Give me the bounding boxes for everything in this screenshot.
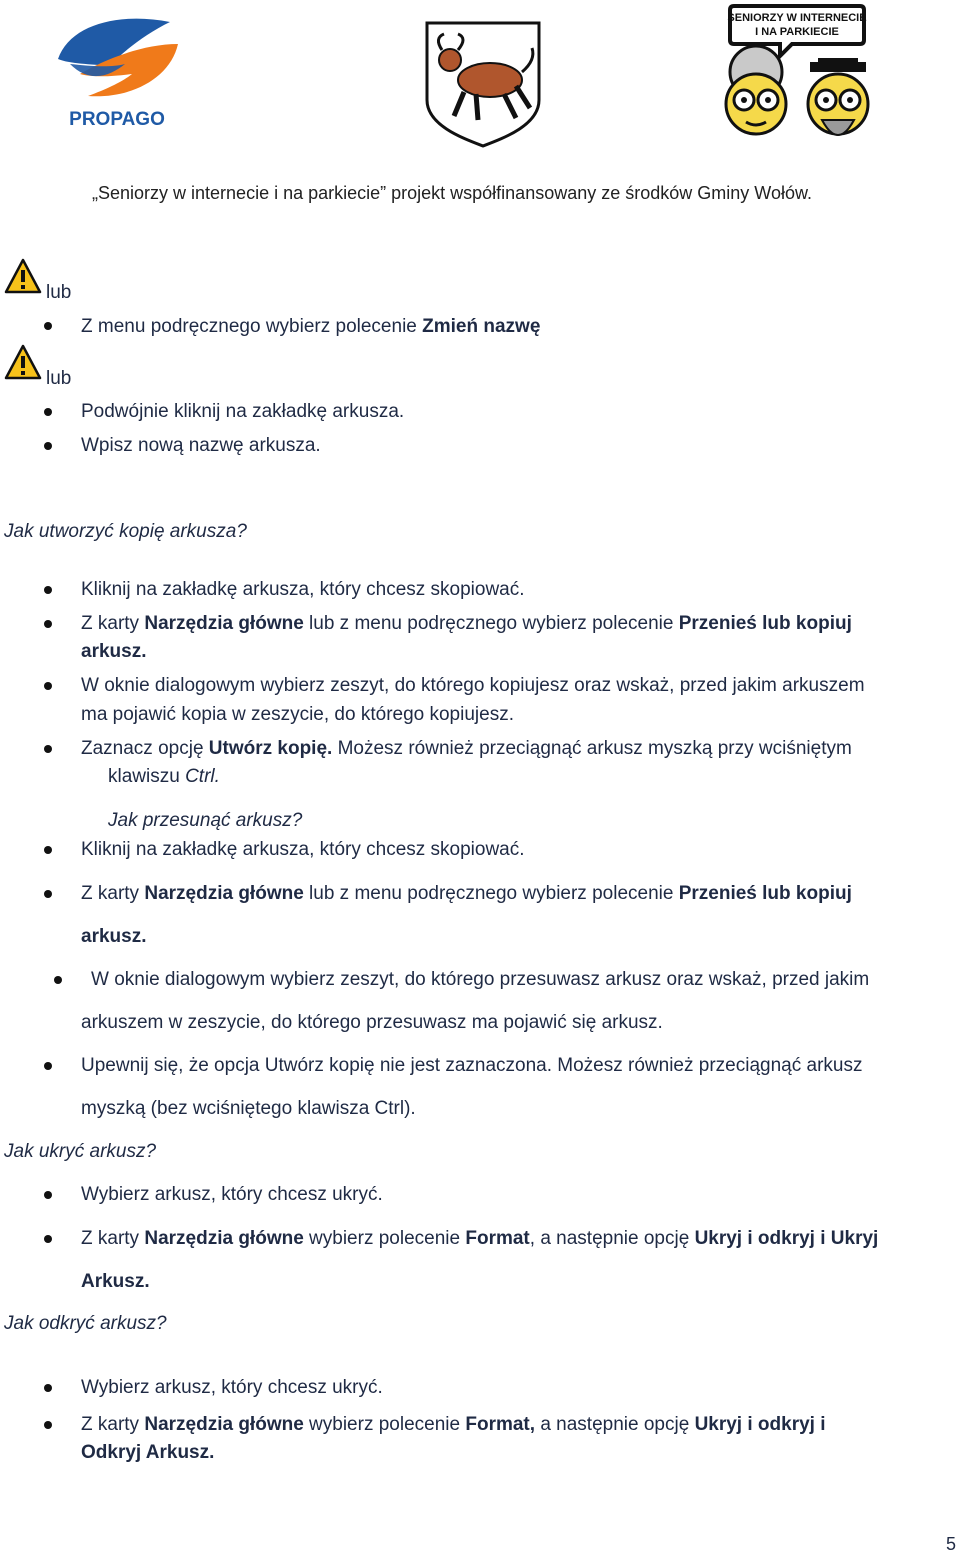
- copy-step-1: Kliknij na zakładkę arkusza, który chcesz skopiować.: [81, 579, 525, 600]
- bullet-dot: [44, 442, 52, 450]
- warning-icon: [4, 258, 42, 294]
- lub-label-1: lub: [46, 282, 72, 303]
- header-tagline: „Seniorzy w internecie i na parkiecie” projekt współfinansowany ze środków Gminy Wołów.: [92, 183, 812, 203]
- bullet-dot: [44, 890, 52, 898]
- hide-step-1: Wybierz arkusz, który chcesz ukryć.: [81, 1184, 383, 1205]
- warning-icon: [4, 344, 42, 380]
- move-step-4-line1: Upewnij się, że opcja Utwórz kopię nie jest zaznaczona. Możesz również przeciągnąć arkusz: [81, 1055, 863, 1076]
- copy-step-2: Z karty Narzędzia główne lub z menu podręcznego wybierz polecenie Przenieś lub kopiuj: [81, 613, 852, 634]
- bullet-dot: [44, 322, 52, 330]
- bullet-dot: [44, 408, 52, 416]
- bullet-dot: [54, 976, 62, 984]
- bullet-dot: [44, 745, 52, 753]
- move-step-3-line2: arkuszem w zeszycie, do którego przesuwasz ma pojawić się arkusz.: [81, 1012, 663, 1033]
- unhide-step-2: Z karty Narzędzia główne wybierz polecenie Format, a następnie opcję Ukryj i odkryj i: [81, 1414, 826, 1435]
- move-step-4-line2: myszką (bez wciśniętego klawisza Ctrl).: [81, 1098, 416, 1119]
- unhide-step-2-cont: Odkryj Arkusz.: [81, 1442, 215, 1463]
- bullet-dot: [44, 1191, 52, 1199]
- propago-logo: [50, 4, 185, 129]
- menu-rename-step: Z menu podręcznego wybierz polecenie Zmień nazwę: [81, 316, 541, 337]
- heading-unhide-sheet: Jak odkryć arkusz?: [4, 1313, 167, 1334]
- bullet-dot: [44, 1235, 52, 1243]
- propago-logo-text: PROPAGO: [69, 109, 165, 129]
- lub-label-2: lub: [46, 368, 72, 389]
- seniors-bubble-line2: I NA PARKIECIE: [755, 26, 839, 38]
- bullet-dot: [44, 846, 52, 854]
- bullet-dot: [44, 1421, 52, 1429]
- seniors-bubble-line1: SENIORZY W INTERNECIE: [727, 12, 867, 24]
- move-step-3-line1: W oknie dialogowym wybierz zeszyt, do którego przesuwasz arkusz oraz wskaż, przed jakim: [91, 969, 870, 990]
- copy-step-2-cont: arkusz.: [81, 641, 147, 662]
- bullet-dot: [44, 1384, 52, 1392]
- move-step-1: Kliknij na zakładkę arkusza, który chcesz skopiować.: [81, 839, 525, 860]
- type-name-step: Wpisz nową nazwę arkusza.: [81, 435, 321, 456]
- move-step-2: Z karty Narzędzia główne lub z menu podręcznego wybierz polecenie Przenieś lub kopiuj: [81, 883, 852, 904]
- coat-of-arms-logo: [424, 20, 542, 148]
- double-click-step: Podwójnie kliknij na zakładkę arkusza.: [81, 401, 405, 422]
- unhide-step-1: Wybierz arkusz, który chcesz ukryć.: [81, 1377, 383, 1398]
- move-step-2-cont: arkusz.: [81, 926, 147, 947]
- heading-hide-sheet: Jak ukryć arkusz?: [4, 1141, 157, 1162]
- bullet-dot: [44, 1062, 52, 1070]
- bullet-dot: [44, 620, 52, 628]
- page-number: 5: [946, 1534, 957, 1554]
- bullet-dot: [44, 682, 52, 690]
- copy-step-4-cont: klawiszu Ctrl.: [108, 766, 220, 787]
- bullet-dot: [44, 586, 52, 594]
- copy-step-3-line1: W oknie dialogowym wybierz zeszyt, do którego kopiujesz oraz wskaż, przed jakim arkuszem: [81, 675, 865, 696]
- heading-copy-sheet: Jak utworzyć kopię arkusza?: [4, 521, 247, 542]
- hide-step-2: Z karty Narzędzia główne wybierz polecenie Format, a następnie opcję Ukryj i odkryj i Ukryj: [81, 1228, 879, 1249]
- hide-step-2-cont: Arkusz.: [81, 1271, 150, 1292]
- copy-step-4: Zaznacz opcję Utwórz kopię. Możesz również przeciągnąć arkusz myszką przy wciśniętym: [81, 738, 852, 759]
- heading-move-sheet: Jak przesunąć arkusz?: [108, 810, 303, 831]
- copy-step-3-line2: ma pojawić kopia w zeszycie, do którego kopiujesz.: [81, 704, 514, 725]
- seniors-logo: [700, 0, 895, 155]
